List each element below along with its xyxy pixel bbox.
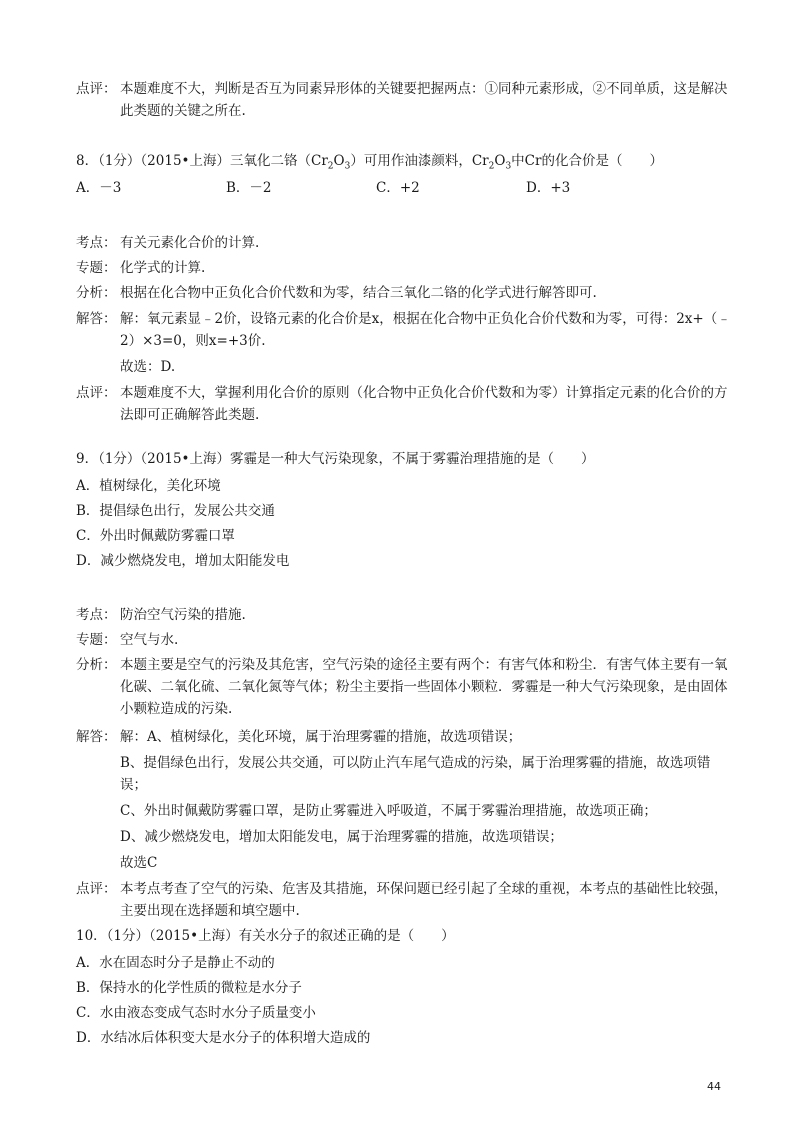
dianping-text: 本考点考查了空气的污染、危害及其措施，环保问题已经引起了全球的重视，本考点的基础性比较强，主要出现在选择题和填空题中. (120, 881, 728, 919)
fenxi-text: 本题主要是空气的污染及其危害，空气污染的途径主要有两个：有害气体和粉尘．有害气体主要有一氧化碳、二氧化硫、二氧化氮等气体；粉尘主要指一些固体小颗粒．雾霾是一种大气污染现象，是由固体小颗粒造成的污染. (120, 657, 728, 717)
jieda-label: 解答： (76, 729, 117, 745)
dianping-label: 点评： (76, 881, 117, 897)
option-d: D．水结冰后体积变大是水分子的体积增大造成的 (76, 1030, 371, 1046)
answer-choice: 故选：D. (120, 359, 176, 375)
option-a: A．水在固态时分子是静止不动的 (76, 955, 275, 971)
zhuanti-label: 专题： (76, 632, 117, 648)
option-c: C．外出时佩戴防雾霾口罩 (76, 528, 235, 544)
zhuanti-text: 化学式的计算. (120, 260, 206, 276)
question-10-stem: 10．（1分）（2015•上海）有关水分子的叙述正确的是（ ） (76, 928, 455, 944)
jieda-label: 解答： (76, 311, 117, 327)
jieda-line-3: C、外出时佩戴防雾霾口罩，是防止雾霾进入呼吸道，不属于雾霾治理措施，故选项正确； (120, 803, 657, 819)
jieda-line-4: D、减少燃烧发电，增加太阳能发电，属于治理雾霾的措施，故选项错误； (120, 829, 563, 845)
question-9-analysis (76, 604, 732, 922)
question-8-stem: 8．（1分）（2015•上海）三氧化二铬$(Cr_2O_3)$可用作油漆颜料，$Cr_2O_3$中Cr的化合价是（ ） (76, 153, 663, 172)
question-9-stem: 9．（1分）（2015•上海）雾霾是一种大气污染现象，不属于雾霾治理措施的是（ ） (76, 451, 595, 467)
comment-label: 点评： (76, 81, 117, 97)
fenxi-label: 分析： (76, 657, 117, 673)
dianping-label: 点评： (76, 385, 117, 401)
option-a: A．－3 (76, 180, 122, 196)
question-9-options (76, 475, 676, 575)
option-a: A．植树绿化，美化环境 (76, 478, 221, 494)
option-b: B．提倡绿色出行，发展公共交通 (76, 503, 275, 519)
jieda-line-1: 解：A、植树绿化，美化环境，属于治理雾霾的措施，故选项错误； (120, 729, 522, 745)
question-8-options (76, 177, 676, 199)
fenxi-label: 分析： (76, 285, 117, 301)
question-10-options (76, 952, 676, 1052)
zhuanti-text: 空气与水. (120, 632, 179, 648)
comment-text: 本题难度不大，判断是否互为同素异形体的关键要把握两点：①同种元素形成，②不同单质，这是解决此类题的关键之所在. (120, 81, 728, 119)
jieda-line-5: 故选C (120, 855, 158, 871)
option-d: D．+3 (526, 180, 571, 196)
option-c: C．+2 (376, 180, 420, 196)
dianping-text: 本题难度不大，掌握利用化合价的原则（化合物中正负化合价代数和为零）计算指定元素的化合价的方法即可正确解答此类题. (120, 385, 728, 423)
kaodian-text: 防治空气污染的措施. (120, 607, 246, 623)
option-b: B．－2 (226, 180, 272, 196)
question-8-analysis (76, 232, 732, 426)
page-number: 44 (707, 1080, 721, 1093)
zhuanti-label: 专题： (76, 260, 117, 276)
kaodian-label: 考点： (76, 235, 117, 251)
kaodian-text: 有关元素化合价的计算. (120, 235, 260, 251)
option-d: D．减少燃烧发电，增加太阳能发电 (76, 553, 290, 569)
jieda-line-2: B、提倡绿色出行，发展公共交通，可以防止汽车尾气造成的污染，属于治理雾霾的措施，故选项错误； (120, 755, 711, 793)
fenxi-text: 根据在化合物中正负化合价代数和为零，结合三氧化二铬的化学式进行解答即可. (120, 285, 597, 301)
comment-block-prev (76, 78, 732, 122)
kaodian-label: 考点： (76, 607, 117, 623)
jieda-text: 解：氧元素显﹣2价，设铬元素的化合价是x，根据在化合物中正负化合价代数和为零，可得：2x+（﹣2）×3=0，则x=+3价. (120, 311, 731, 349)
option-b: B．保持水的化学性质的微粒是水分子 (76, 980, 302, 996)
option-c: C．水由液态变成气态时水分子质量变小 (76, 1005, 316, 1021)
